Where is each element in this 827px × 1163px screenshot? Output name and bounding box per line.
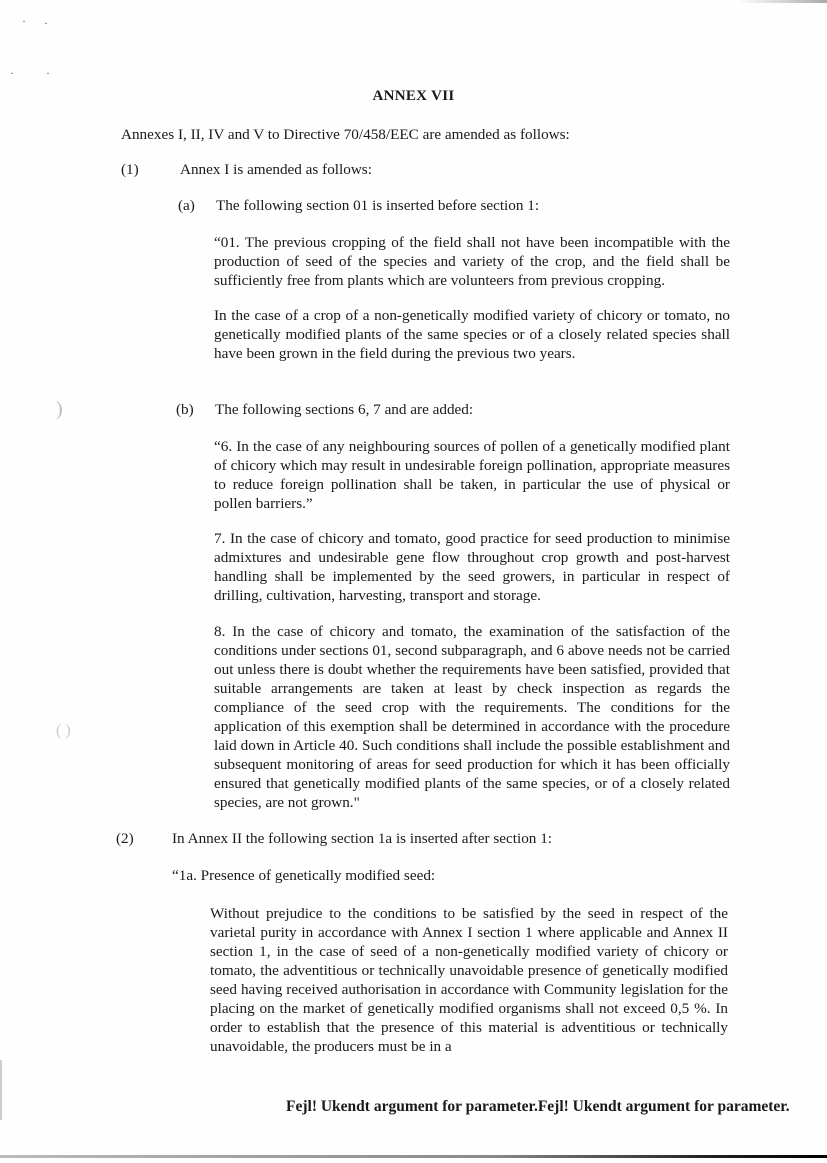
scan-speck: ·	[46, 66, 50, 80]
item-1a-heading: The following section 01 is inserted before section 1:	[216, 197, 540, 214]
scan-artifact-top	[737, 0, 827, 3]
item-1b-marker: (b)	[176, 401, 194, 418]
punch-hole-mark: ( )	[56, 722, 71, 739]
item-1a-paragraph-2: In the case of a crop of a non-genetically modified variety of chicory or tomato, no genetically modified plants of the same species or of a closely related species shall have been grown in the field during the previous two years.	[214, 307, 730, 362]
item-1b-paragraph-section-7: 7. In the case of chicory and tomato, good practice for seed production to minimise admixtures and undesirable gene flow throughout crop growth and post-harvest handling shall be implemented by the seed growers, in particular in respect of drilling, cultivation, harvesting, transport and storage.	[214, 530, 730, 604]
item-1b-heading: The following sections 6, 7 and are added:	[215, 401, 474, 418]
page-footer: Fejl! Ukendt argument for parameter.Fejl! Ukendt argument for parameter.	[286, 1098, 790, 1115]
item-1a-marker: (a)	[178, 197, 195, 214]
item-1b-paragraph-section-6: “6. In the case of any neighbouring sources of pollen of a genetically modified plant of chicory which may result in undesirable foreign pollination, appropriate measures to reduce foreign pollination shall be taken, in particular the use of physical or pollen barriers.”	[214, 438, 730, 512]
item-2-marker: (2)	[116, 830, 134, 847]
item-1a-paragraph-1: “01. The previous cropping of the field shall not have been incompatible with the production of seed of the species and variety of the crop, and the field shall be sufficiently free from plants which are volunteers from previous cropping.	[214, 234, 730, 289]
item-2-sub-heading: “1a. Presence of genetically modified seed:	[172, 867, 436, 884]
item-1-heading: Annex I is amended as follows:	[180, 161, 372, 178]
item-1b-paragraph-section-8: 8. In the case of chicory and tomato, the examination of the satisfaction of the conditions under sections 01, second subparagraph, and 6 above needs not be carried out unless there is doubt whether the requirements have been satisfied, provided that suitable arrangements are taken at least by check inspection as regards the compliance of the seed crop with the requirements. The conditions for the application of this exemption shall be determined in accordance with the procedure laid down in Article 40. Such conditions shall include the possible establishment and subsequent monitoring of areas for seed production for which it has been officially ensured that genetically modified plants of the same species, or of a closely related species, are not grown."	[214, 623, 730, 811]
scan-speck: ·	[22, 14, 26, 28]
scan-speck: ·	[10, 66, 14, 80]
bottom-scan-rule	[0, 1155, 827, 1158]
item-2-heading: In Annex II the following section 1a is inserted after section 1:	[172, 830, 553, 847]
scan-speck: ·	[44, 16, 48, 30]
punch-hole-mark: )	[56, 398, 63, 420]
scan-artifact-left	[0, 1060, 2, 1120]
item-1-marker: (1)	[121, 161, 139, 178]
annex-title: ANNEX VII	[372, 88, 455, 104]
item-2-paragraph-1: Without prejudice to the conditions to be satisfied by the seed in respect of the varietal purity in accordance with Annex I section 1 where applicable and Annex II section 1, in the case of seed of a non-genetically modified variety of chicory or tomato, the adventitious or technically unavoidable presence of genetically modified seed having received authorisation in accordance with Community legislation for the placing on the market of genetically modified organisms shall not exceed 0,5 %. In order to establish that the presence of this material is adventitious or technically unavoidable, the producers must be in a	[210, 905, 728, 1055]
intro-text: Annexes I, II, IV and V to Directive 70/458/EEC are amended as follows:	[121, 126, 570, 143]
